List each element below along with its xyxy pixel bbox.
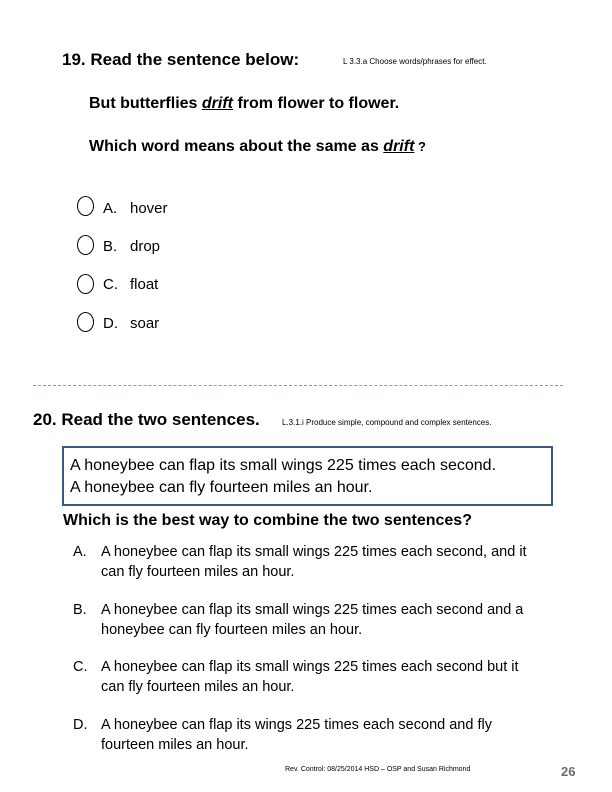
footer-revision: Rev. Control: 08/25/2014 HSD – OSP and Susan Richmond bbox=[285, 766, 471, 773]
option-line-2: fourteen miles an hour. bbox=[101, 737, 249, 753]
page-number: 26 bbox=[561, 764, 576, 779]
question-19-prompt bbox=[89, 138, 426, 156]
option-text: hover bbox=[130, 200, 168, 217]
sentence-prefix: But butterflies bbox=[89, 95, 202, 112]
option-line-2: honeybee can fly fourteen miles an hour. bbox=[101, 622, 363, 638]
option-line-2: can fly fourteen miles an hour. bbox=[101, 679, 295, 695]
option-letter: C. bbox=[73, 659, 88, 675]
question-20-standard: L.3.1.i Produce simple, compound and complex sentences. bbox=[282, 418, 492, 427]
option-line-1: A honeybee can flap its small wings 225 times each second but it bbox=[101, 659, 519, 675]
option-line-1: A honeybee can flap its wings 225 times each second and fly bbox=[101, 717, 492, 733]
option-letter: B. bbox=[73, 602, 87, 618]
option-text: drop bbox=[130, 238, 161, 255]
question-20-prompt: Which is the best way to combine the two sentences? bbox=[63, 512, 472, 529]
question-19-sentence bbox=[89, 95, 399, 113]
option-letter: A. bbox=[103, 200, 118, 217]
box-sentence-1: A honeybee can flap its small wings 225 times each second. bbox=[70, 457, 497, 474]
radio-circle-icon[interactable] bbox=[77, 312, 94, 332]
section-divider bbox=[33, 385, 563, 386]
prompt-keyword: drift bbox=[383, 138, 415, 155]
option-line-2: can fly fourteen miles an hour. bbox=[101, 564, 295, 580]
radio-circle-icon[interactable] bbox=[77, 274, 94, 294]
option-line-1: A honeybee can flap its small wings 225 times each second and a bbox=[101, 602, 524, 618]
option-line-1: A honeybee can flap its small wings 225 times each second, and it bbox=[101, 544, 527, 560]
option-letter: D. bbox=[73, 717, 88, 733]
option-text: soar bbox=[130, 315, 160, 332]
option-letter: A. bbox=[73, 544, 87, 560]
option-letter: C. bbox=[103, 276, 118, 293]
option-letter: D. bbox=[103, 315, 118, 332]
question-19-title: 19. Read the sentence below: bbox=[62, 50, 300, 69]
radio-circle-icon[interactable] bbox=[77, 196, 94, 216]
sentence-keyword: drift bbox=[201, 95, 233, 112]
radio-circle-icon[interactable] bbox=[77, 235, 94, 255]
option-letter: B. bbox=[103, 238, 118, 255]
prompt-prefix: Which word means about the same as bbox=[89, 138, 384, 155]
sentences-box bbox=[62, 446, 553, 506]
question-19-standard: L 3.3.a Choose words/phrases for effect. bbox=[343, 57, 487, 66]
box-sentence-2: A honeybee can fly fourteen miles an hour. bbox=[70, 479, 373, 496]
sentence-suffix: from flower to flower. bbox=[233, 95, 400, 112]
question-20-title: 20. Read the two sentences. bbox=[33, 410, 260, 429]
option-text: float bbox=[130, 276, 159, 293]
prompt-suffix: ? bbox=[414, 139, 426, 154]
